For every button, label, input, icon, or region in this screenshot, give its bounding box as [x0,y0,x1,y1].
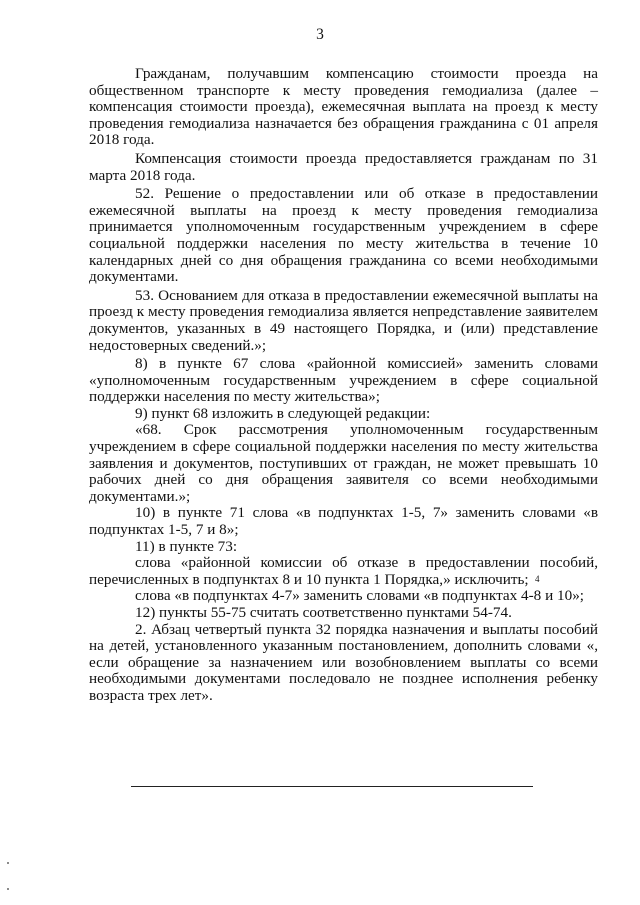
paragraph-item-10: 10) в пункте 71 слова «в подпунктах 1-5, 7» заменить словами «в подпунктах 1-5, 7 и 8»; [89,504,598,539]
scan-speck [7,888,9,890]
paragraph-item-12: 12) пункты 55-75 считать соответственно пунктами 54-74. [135,604,512,621]
paragraph-item-11: 11) в пункте 73: [135,537,238,555]
page-number: 3 [316,26,324,43]
signature-separator-line [131,786,533,787]
scan-speck [7,862,9,864]
paragraph-item-9: 9) пункт 68 изложить в следующей редакции: [135,404,431,422]
paragraph-52-decision: 52. Решение о предоставлении или об отказе в предоставлении ежемесячной выплаты на проезд к месту проведения гемодиализа принимается уполномоченным государственным учреждением в сфере социальной поддержки населения по месту жительства в течение 10 календарных дней со дня обращения гражданина со всеми необходимыми документами. [89,185,598,286]
paragraph-item-8: 8) в пункте 67 слова «районной комиссией» заменить словами «уполномоченным государственным учреждением в сфере социальной поддержки населения по месту жительства»; [89,355,598,406]
paragraph-item-11-words-replace: слова «в подпунктах 4-7» заменить словами «в подпунктах 4-8 и 10»; [135,587,585,605]
handwritten-mark: 4 [535,574,540,584]
paragraph-item-11-words-exclude: слова «районной комиссии об отказе в предоставлении пособий, перечисленных в подпунктах 8 и 10 пункта 1 Порядка,» исключить; [89,554,598,588]
paragraph-68-new-wording: «68. Срок рассмотрения уполномоченным государственным учреждением в сфере социальной поддержки населения по месту жительства заявления и документов, поступивших от граждан, не может превышать 10 рабочих дней со дня обращения заявителя со всеми необходимыми документами.»; [89,421,598,505]
paragraph-compensation-until-march: Компенсация стоимости проезда предоставляется гражданам по 31 марта 2018 года. [89,149,598,184]
paragraph-hemodialysis-no-application: Гражданам, получавшим компенсацию стоимости проезда на общественном транспорте к месту проведения гемодиализа (далее – компенсация стоимости проезда), ежемесячная выплата на проезд к месту проведения гемодиализа назначается без обращения гражданина с 01 апреля 2018 года. [89,65,598,149]
paragraph-2-amendment: 2. Абзац четвертый пункта 32 порядка назначения и выплаты пособий на детей, установленного указанным постановлением, дополнить словами «, если обращение за назначением или возобновлением выплаты со всеми необходимыми документами последовало не позднее исполнения ребенку возраста трех лет». [89,620,598,704]
document-body [89,66,598,705]
paragraph-53-refusal-grounds: 53. Основанием для отказа в предоставлении ежемесячной выплаты на проезд к месту проведения гемодиализа является непредставление заявителем документов, указанных в 49 настоящего Порядка, и (или) представление недостоверных сведений.»; [89,286,598,354]
